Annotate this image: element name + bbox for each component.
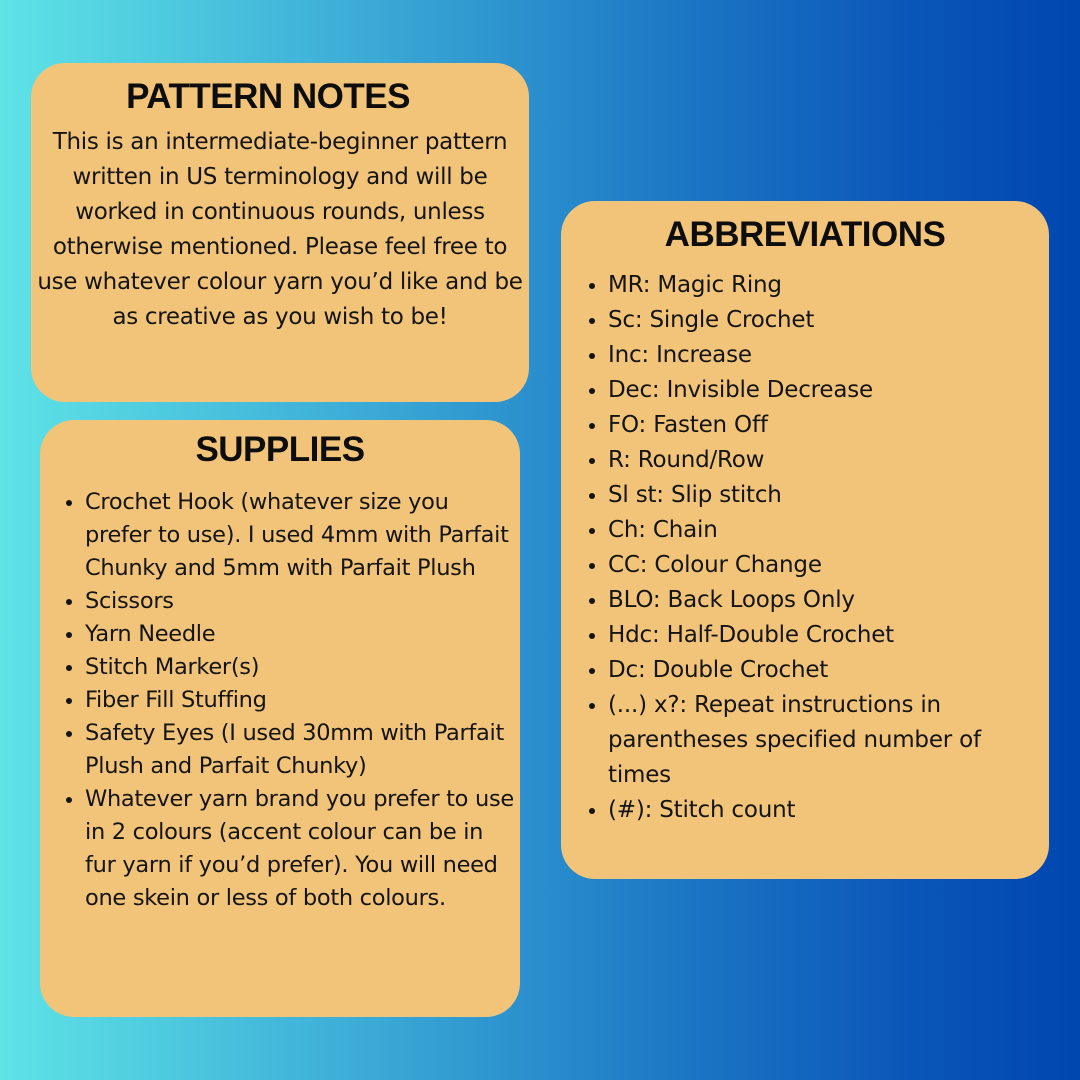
abbreviations-title: ABBREVIATIONS [664, 215, 946, 254]
list-item: • R: Round/Row [608, 443, 1039, 478]
list-item: • Sc: Single Crochet [608, 303, 1039, 338]
list-item: • Fiber Fill Stuffing [85, 684, 514, 717]
list-item: • Ch: Chain [608, 513, 1039, 548]
list-item: • Crochet Hook (whatever size you prefer to use). I used 4mm with Parfait Chunky and 5mm with Parfait Plush [85, 486, 514, 585]
list-item: • MR: Magic Ring [608, 268, 1039, 303]
list-item: • Safety Eyes (I used 30mm with Parfait Plush and Parfait Chunky) [85, 717, 514, 783]
list-item: • Inc: Increase [608, 338, 1039, 373]
list-item: • Hdc: Half-Double Crochet [608, 618, 1039, 653]
list-item: • Scissors [85, 585, 514, 618]
list-item: • Yarn Needle [85, 618, 514, 651]
list-item: • (#): Stitch count [608, 793, 1039, 828]
list-item: • BLO: Back Loops Only [608, 583, 1039, 618]
list-item: • Dc: Double Crochet [608, 653, 1039, 688]
pattern-notes-body: This is an intermediate-beginner pattern written in US terminology and will be worked in continuous rounds, unless otherwise mentioned. Please feel free to use whatever colour yarn you’d like and be as creative as you wish to be! [37, 129, 523, 330]
list-item: • Dec: Invisible Decrease [608, 373, 1039, 408]
supplies-title: SUPPLIES [195, 430, 365, 469]
list-item: • Whatever yarn brand you prefer to use in 2 colours (accent colour can be in fur yarn if you’d prefer). You will need one skein or less of both colours. [85, 783, 514, 915]
supplies-card [40, 420, 520, 1017]
supplies-list [40, 486, 520, 915]
list-item: • CC: Colour Change [608, 548, 1039, 583]
abbreviations-card [561, 201, 1049, 879]
list-item: • (...) x?: Repeat instructions in parentheses specified number of times [608, 688, 1039, 793]
list-item: • Stitch Marker(s) [85, 651, 514, 684]
list-item: • Sl st: Slip stitch [608, 478, 1039, 513]
pattern-notes-card [31, 63, 529, 402]
pattern-notes-title: PATTERN NOTES [126, 77, 410, 116]
abbreviations-list [561, 268, 1049, 828]
list-item: • FO: Fasten Off [608, 408, 1039, 443]
